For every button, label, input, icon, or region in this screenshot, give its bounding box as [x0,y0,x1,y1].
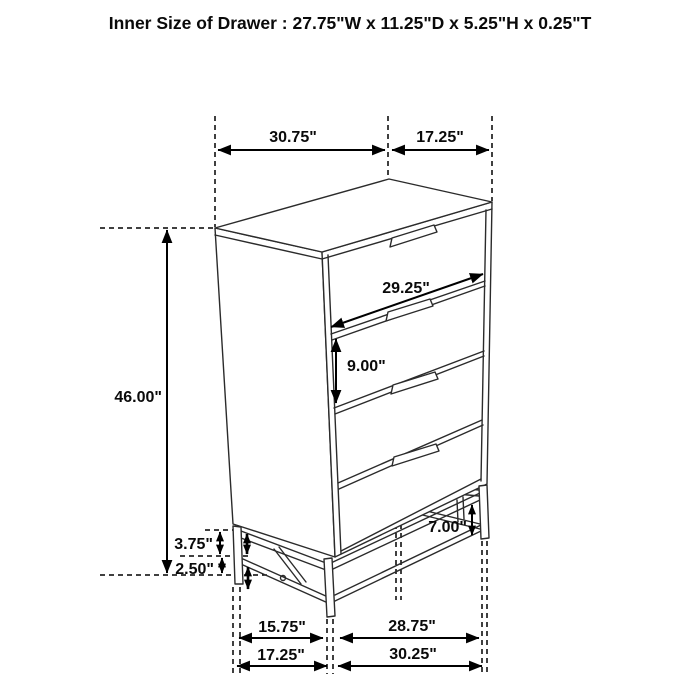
dim-label-base-outer-side-depth: 17.25" [257,647,305,664]
dim-label-base-outer-front-width: 30.25" [389,646,437,663]
guide-right-leg-projection [482,541,487,674]
dim-label-drawer-height: 9.00" [347,358,386,375]
dim-label-top-depth: 17.25" [416,129,464,146]
dim-label-leg-clearance: 7.00" [428,519,467,536]
base-left-leg [233,526,243,584]
dim-label-base-inner-front-width: 28.75" [388,618,436,635]
dim-label-base-inner-side-depth: 15.75" [258,619,306,636]
dim-label-drawer-width: 29.25" [382,280,430,297]
guide-front-leg-projection [327,619,333,674]
dim-label-top-width: 30.75" [269,129,317,146]
dim-label-base-lower-clearance: 2.50" [175,561,214,578]
dim-label-base-upper-clearance: 3.75" [174,536,213,553]
dim-label-overall-height: 46.00" [114,389,162,406]
guide-left-leg-projection [233,587,240,674]
chest-line-drawing [215,179,492,617]
chest-side-panel [215,228,335,557]
base-right-leg [479,485,489,539]
diagram-title: Inner Size of Drawer : 27.75"W x 11.25"D x 5.25"H x 0.25"T [108,13,592,33]
base-front-leg [324,558,335,617]
chest-front-face [322,202,492,557]
